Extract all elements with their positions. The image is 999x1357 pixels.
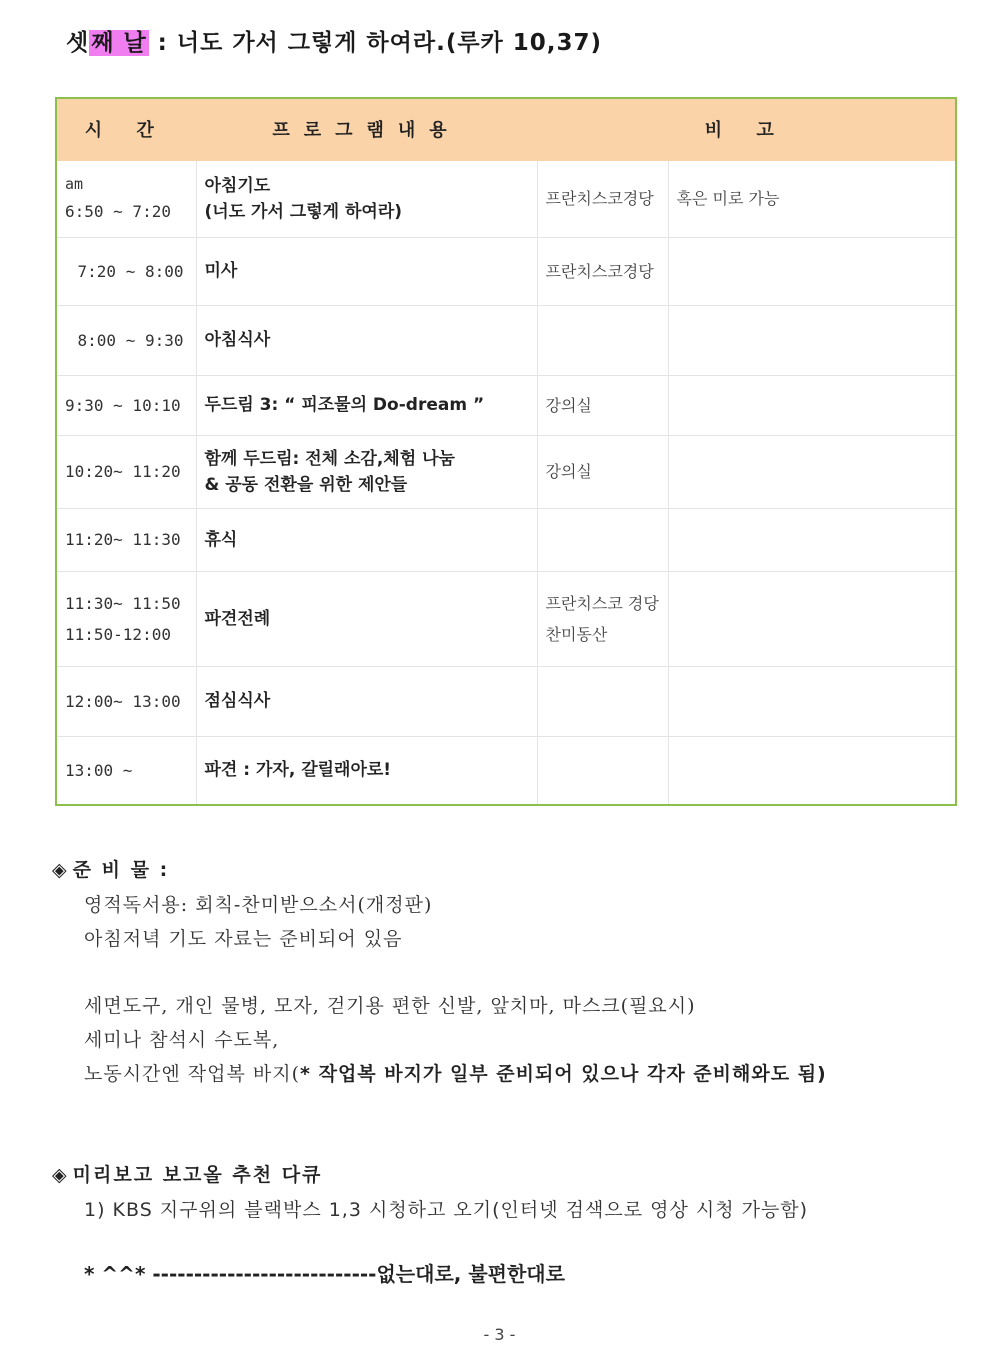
note-cell (668, 571, 956, 666)
place-line: 찬미동산 (545, 624, 608, 644)
supplies-line: 영적독서용: 회칙-찬미받으소서(개정판) (84, 894, 433, 916)
place-cell: 프란치스코경당 (537, 237, 668, 305)
time-cell: 13:00 ~ (56, 736, 196, 805)
place-cell: 강의실 (537, 435, 668, 508)
table-row (56, 666, 956, 736)
page-number: - 3 - (483, 1325, 516, 1344)
closing-line: * ^^* ---------------------------없는대로, 불편한대로 (84, 1262, 565, 1286)
place-cell (537, 571, 668, 666)
table-row (56, 160, 956, 237)
program-cell: 두드림 3: “ 피조물의 Do-dream ” (196, 375, 537, 435)
table-row (56, 305, 956, 375)
table-row (56, 435, 956, 508)
note-cell (668, 375, 956, 435)
program-cell: 휴식 (196, 508, 537, 571)
program-cell: 아침식사 (196, 305, 537, 375)
header-program: 프로그램내용 (196, 98, 537, 160)
header-time: 시 간 (56, 98, 196, 160)
time-cell (56, 160, 196, 237)
note-cell: 혹은 미로 가능 (668, 160, 956, 237)
supplies-line-text: 노동시간엔 작업복 바지( (84, 1063, 301, 1085)
preview-heading (52, 1160, 322, 1187)
title-verse: : 너도 가서 그렇게 하여라.(루카 10,37) (148, 30, 603, 56)
preview-line: 1) KBS 지구위의 블랙박스 1,3 시청하고 오기(인터넷 검색으로 영상 시청 가능함) (84, 1199, 809, 1221)
time-line: 6:50 ~ 7:20 (65, 201, 171, 221)
time-line: am (65, 174, 84, 193)
time-cell (56, 571, 196, 666)
note-cell (668, 305, 956, 375)
place-cell (537, 508, 668, 571)
place-line: 프란치스코 경당 (545, 593, 659, 613)
time-cell: 8:00 ~ 9:30 (56, 305, 196, 375)
program-line: (너도 가서 그렇게 하여라) (204, 201, 403, 222)
place-cell: 강의실 (537, 375, 668, 435)
program-cell: 점심식사 (196, 666, 537, 736)
title-day-prefix: 셋 (66, 30, 90, 56)
diamond-bullet-icon: ◈ (52, 1164, 67, 1186)
program-line: & 공동 전환을 위한 제안들 (204, 474, 408, 495)
place-cell: 프란치스코경당 (537, 160, 668, 237)
program-cell: 파견전례 (196, 571, 537, 666)
table-row (56, 508, 956, 571)
program-line: 함께 두드림: 전체 소감,체험 나눔 (204, 448, 455, 469)
place-cell (537, 666, 668, 736)
supplies-line: 아침저녁 기도 자료는 준비되어 있음 (84, 928, 403, 950)
time-cell: 7:20 ~ 8:00 (56, 237, 196, 305)
supplies-line: 세미나 참석시 수도복, (84, 1029, 280, 1051)
time-cell: 11:20~ 11:30 (56, 508, 196, 571)
time-line: 11:30~ 11:50 (65, 593, 181, 613)
note-cell (668, 508, 956, 571)
time-cell: 9:30 ~ 10:10 (56, 375, 196, 435)
header-remarks: 비 고 (537, 98, 956, 160)
place-cell (537, 305, 668, 375)
title-day-highlight: 째 날 (91, 30, 147, 56)
supplies-title: 준 비 물 : (72, 859, 170, 881)
supplies-line (84, 1059, 827, 1086)
program-cell: 파견 : 가자, 갈릴래아로! (196, 736, 537, 805)
table-row (56, 571, 956, 666)
program-line: 아침기도 (204, 175, 271, 196)
supplies-line-note: * 작업복 바지가 일부 준비되어 있으나 각자 준비해와도 됨) (300, 1063, 827, 1085)
note-cell (668, 666, 956, 736)
table-row (56, 237, 956, 305)
schedule-table (55, 97, 957, 806)
time-line: 11:50-12:00 (65, 624, 171, 644)
note-cell (668, 736, 956, 805)
table-row (56, 736, 956, 805)
program-cell: 미사 (196, 237, 537, 305)
place-cell (537, 736, 668, 805)
diamond-bullet-icon: ◈ (52, 859, 67, 881)
table-row (56, 375, 956, 435)
supplies-line: 세면도구, 개인 물병, 모자, 걷기용 편한 신발, 앞치마, 마스크(필요시) (84, 995, 696, 1017)
time-cell: 10:20~ 11:20 (56, 435, 196, 508)
note-cell (668, 435, 956, 508)
table-header-row (56, 98, 956, 160)
note-cell (668, 237, 956, 305)
program-cell (196, 160, 537, 237)
page-title (66, 24, 602, 57)
program-cell (196, 435, 537, 508)
supplies-heading (52, 855, 169, 882)
time-cell: 12:00~ 13:00 (56, 666, 196, 736)
preview-title: 미리보고 보고올 추천 다큐 (72, 1164, 323, 1186)
